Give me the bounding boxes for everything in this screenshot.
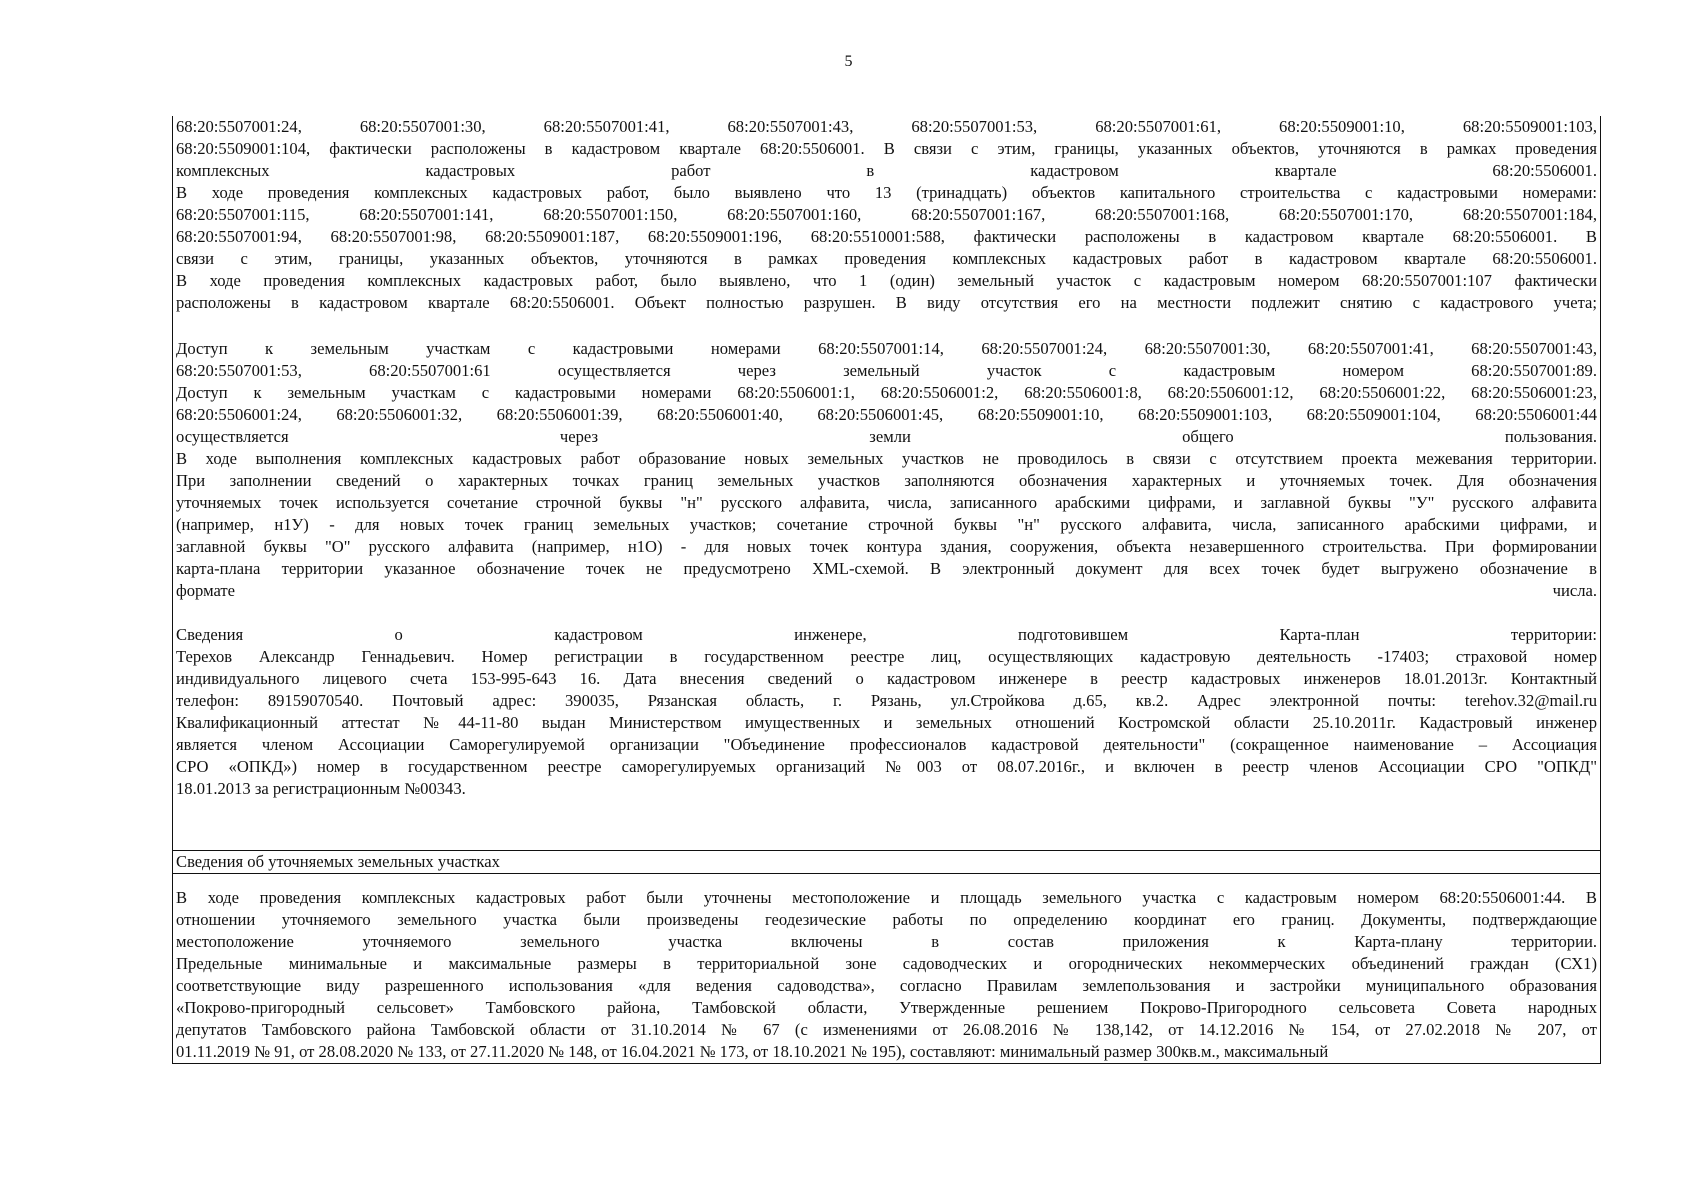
section-access (173, 338, 1600, 602)
document-frame (172, 116, 1601, 1064)
text-line: В ходе выполнения комплексных кадастровых работ образование новых земельных участков не проводилось в связи с отсутствием проекта межевания территории. (176, 449, 1597, 468)
text-line: «Покрово-пригородный сельсовет» Тамбовского района, Тамбовской области, Утвержденные решением Покрово-Пригородного сельсовета Совета народных (176, 998, 1597, 1017)
section-land-objects (173, 116, 1600, 314)
text-line: формате числа. (176, 581, 1597, 600)
text-line: Предельные минимальные и максимальные размеры в территориальной зоне садоводческих и огороднических некоммерческих объединений граждан (СХ1) (176, 954, 1597, 973)
text-line: Доступ к земельным участкам с кадастровыми номерами 68:20:5506001:1, 68:20:5506001:2, 68:20:5506001:8, 68:20:5506001:12, 68:20:5506001:22, 68:20:5506001:23, (176, 383, 1597, 402)
text-line: расположены в кадастровом квартале 68:20:5506001. Объект полностью разрушен. В виду отсутствия его на местности подлежит снятию с кадастрового учета; (176, 293, 1597, 312)
section-engineer-info (173, 624, 1600, 800)
text-line: связи с этим, границы, указанных объектов, уточняются в рамках проведения комплексных кадастровых работ в кадастровом квартале 68:20:5506001. (176, 249, 1597, 268)
text-line: Терехов Александр Геннадьевич. Номер регистрации в государственном реестре лиц, осуществляющих кадастровую деятельность -17403; страховой номер (176, 647, 1597, 666)
text-line: депутатов Тамбовского района Тамбовской области от 31.10.2014 № 67 (с изменениями от 26.08.2016 № 138,142, от 14.12.2016 № 154, от 27.02.2018 № 207, от (176, 1020, 1597, 1039)
text-line: осуществляется через земли общего пользования. (176, 427, 1597, 446)
text-line: 18.01.2013 за регистрационным №00343. (176, 779, 466, 798)
text-line: телефон: 89159070540. Почтовый адрес: 390035, Рязанская область, г. Рязань, ул.Стройкова д.65, кв.2. Адрес электронной почты: terehov.32@mail.ru (176, 691, 1597, 710)
text-line: 68:20:5507001:53, 68:20:5507001:61 осуществляется через земельный участок с кадастровым номером 68:20:5507001:89. (176, 361, 1597, 380)
text-line: 68:20:5507001:115, 68:20:5507001:141, 68:20:5507001:150, 68:20:5507001:160, 68:20:5507001:167, 68:20:5507001:168, 68:20:5507001:170, 68:20:5507001:184, (176, 205, 1597, 224)
text-line: индивидуального лицевого счета 153-995-643 16. Дата внесения сведений о кадастровом инженере в реестр кадастровых инженеров 18.01.2013г. Контактный (176, 669, 1597, 688)
text-line: В ходе проведения комплексных кадастровых работ были уточнены местоположение и площадь земельного участка с кадастровым номером 68:20:5506001:44. В (176, 888, 1597, 907)
text-line: местоположение уточняемого земельного участка включены в состав приложения к Карта-плану территории. (176, 932, 1597, 951)
text-line: комплексных кадастровых работ в кадастровом квартале 68:20:5506001. (176, 161, 1597, 180)
text-line: СРО «ОПКД») номер в государственном реестре саморегулируемых организаций №003 от 08.07.2016г., и включен в реестр членов Ассоциации СРО "ОПКД" (176, 757, 1597, 776)
text-line: является членом Ассоциации Саморегулируемой организации "Объединение профессионалов кадастровой деятельности" (сокращенное наименование – Ассоциация (176, 735, 1597, 754)
text-line: 01.11.2019 № 91, от 28.08.2020 № 133, от 27.11.2020 № 148, от 16.04.2021 № 173, от 18.10.2021 № 195), составляют: минимальный размер 300кв.м., максимальный (176, 1042, 1329, 1061)
text-line: Доступ к земельным участкам с кадастровыми номерами 68:20:5507001:14, 68:20:5507001:24, 68:20:5507001:30, 68:20:5507001:41, 68:20:5507001:43, (176, 339, 1597, 358)
text-line: В ходе проведения комплексных кадастровых работ, было выявлено что 13 (тринадцать) объектов капитального строительства с кадастровыми номерами: (176, 183, 1597, 202)
section-header: Сведения об уточняемых земельных участках (176, 852, 500, 871)
text-line: В ходе проведения комплексных кадастровых работ, было выявлено, что 1 (один) земельный участок с кадастровым номером 68:20:5507001:107 фактически (176, 271, 1597, 290)
text-line: заглавной буквы "О" русского алфавита (например, н1О) - для новых точек контура здания, сооружения, объекта незавершенного строительства. При формировании (176, 537, 1597, 556)
text-line: 68:20:5506001:24, 68:20:5506001:32, 68:20:5506001:39, 68:20:5506001:40, 68:20:5506001:45, 68:20:5509001:10, 68:20:5509001:103, 68:20:5509001:104, 68:20:5506001:44 (176, 405, 1597, 424)
text-line: Квалификационный аттестат №44-11-80 выдан Министерством имущественных и земельных отношений Костромской области 25.10.2011г. Кадастровый инженер (176, 713, 1597, 732)
text-line: (например, н1У) - для новых точек границ земельных участков; сочетание строчной буквы "н" русского алфавита, числа, записанного арабскими цифрами, и (176, 515, 1597, 534)
text-line: 68:20:5507001:94, 68:20:5507001:98, 68:20:5509001:187, 68:20:5509001:196, 68:20:5510001:588, фактически расположены в кадастровом квартале 68:20:5506001. В (176, 227, 1597, 246)
text-line: 68:20:5509001:104, фактически расположены в кадастровом квартале 68:20:5506001. В связи с этим, границы, указанных объектов, уточняются в рамках проведения (176, 139, 1597, 158)
text-line: 68:20:5507001:24, 68:20:5507001:30, 68:20:5507001:41, 68:20:5507001:43, 68:20:5507001:53, 68:20:5507001:61, 68:20:5509001:10, 68:20:5509001:103, (176, 117, 1597, 136)
section-header-row (173, 850, 1600, 874)
section-refined-parcels (173, 887, 1600, 1063)
text-line: отношении уточняемого земельного участка были произведены геодезические работы по определению координат его границ. Документы, подтверждающие (176, 910, 1597, 929)
text-line: соответствующие виду разрешенного использования «для ведения садоводства», согласно Правилам землепользования и застройки муниципального образования (176, 976, 1597, 995)
text-line: Сведения о кадастровом инженере, подготовившем Карта-план территории: (176, 625, 1597, 644)
text-line: карта-плана территории указанное обозначение точек не предусмотрено XML-схемой. В электронный документ для всех точек будет выгружено обозначение в (176, 559, 1597, 578)
text-line: уточняемых точек используется сочетание строчной буквы "н" русского алфавита, числа, записанного арабскими цифрами, и заглавной буквы "У" русского алфавита (176, 493, 1597, 512)
page-number: 5 (844, 53, 853, 70)
text-line: При заполнении сведений о характерных точках границ земельных участков заполняются обозначения характерных и уточняемых точек. Для обозначения (176, 471, 1597, 490)
